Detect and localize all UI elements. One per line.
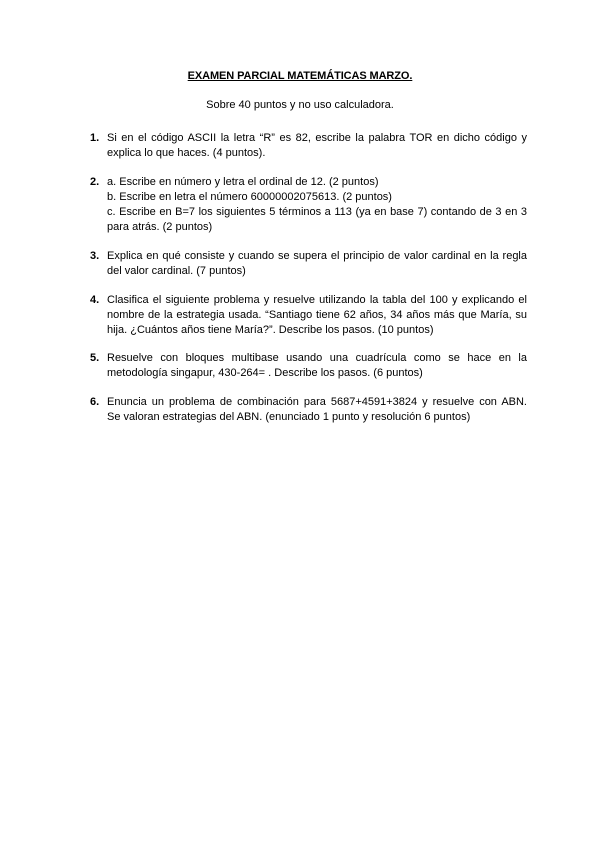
question-text xyxy=(107,131,527,161)
question-line: Explica en qué consiste y cuando se supera el principio de valor cardinal en la regla xyxy=(107,250,527,262)
question-number: 2. xyxy=(90,176,100,188)
question-line: c. Escribe en B=7 los siguientes 5 términos a 113 (ya en base 7) contando de 3 en 3 xyxy=(107,206,527,218)
question-number: 5. xyxy=(90,352,100,364)
question-line: Resuelve con bloques multibase usando una cuadrícula como se hace en la xyxy=(107,352,527,364)
question-line: Si en el código ASCII la letra “R” es 82, escribe la palabra TOR en dicho código y xyxy=(107,132,527,144)
question-line: Clasifica el siguiente problema y resuelve utilizando la tabla del 100 y explicando el xyxy=(107,294,527,306)
question-line: hija. ¿Cuántos años tiene María?”. Describe los pasos. (10 puntos) xyxy=(107,324,434,336)
question-text xyxy=(107,249,527,279)
question-line: Enuncia un problema de combinación para 5687+4591+3824 y resuelve con ABN. xyxy=(107,396,527,408)
exam-title: EXAMEN PARCIAL MATEMÁTICAS MARZO. xyxy=(187,70,413,82)
question-number: 4. xyxy=(90,294,100,306)
question-text xyxy=(107,395,527,425)
question-line: del valor cardinal. (7 puntos) xyxy=(107,265,246,277)
question-text xyxy=(107,351,527,381)
question-line: explica lo que haces. (4 puntos). xyxy=(107,147,266,159)
question-line: Se valoran estrategias del ABN. (enunciado 1 punto y resolución 6 puntos) xyxy=(107,411,471,423)
question-text xyxy=(107,293,527,338)
question-line: b. Escribe en letra el número 60000002075613. (2 puntos) xyxy=(107,191,392,203)
question-number: 6. xyxy=(90,396,100,408)
exam-subtitle: Sobre 40 puntos y no uso calculadora. xyxy=(206,99,394,111)
question-text xyxy=(107,175,527,235)
question-line: para atrás. (2 puntos) xyxy=(107,221,213,233)
question-line: nombre de la estrategia usada. “Santiago tiene 62 años, 34 años más que María, su xyxy=(107,309,527,321)
question-line: metodología singapur, 430-264= . Describe los pasos. (6 puntos) xyxy=(107,367,423,379)
question-number: 1. xyxy=(90,132,100,144)
question-line: a. Escribe en número y letra el ordinal de 12. (2 puntos) xyxy=(107,176,379,188)
question-number: 3. xyxy=(90,250,100,262)
